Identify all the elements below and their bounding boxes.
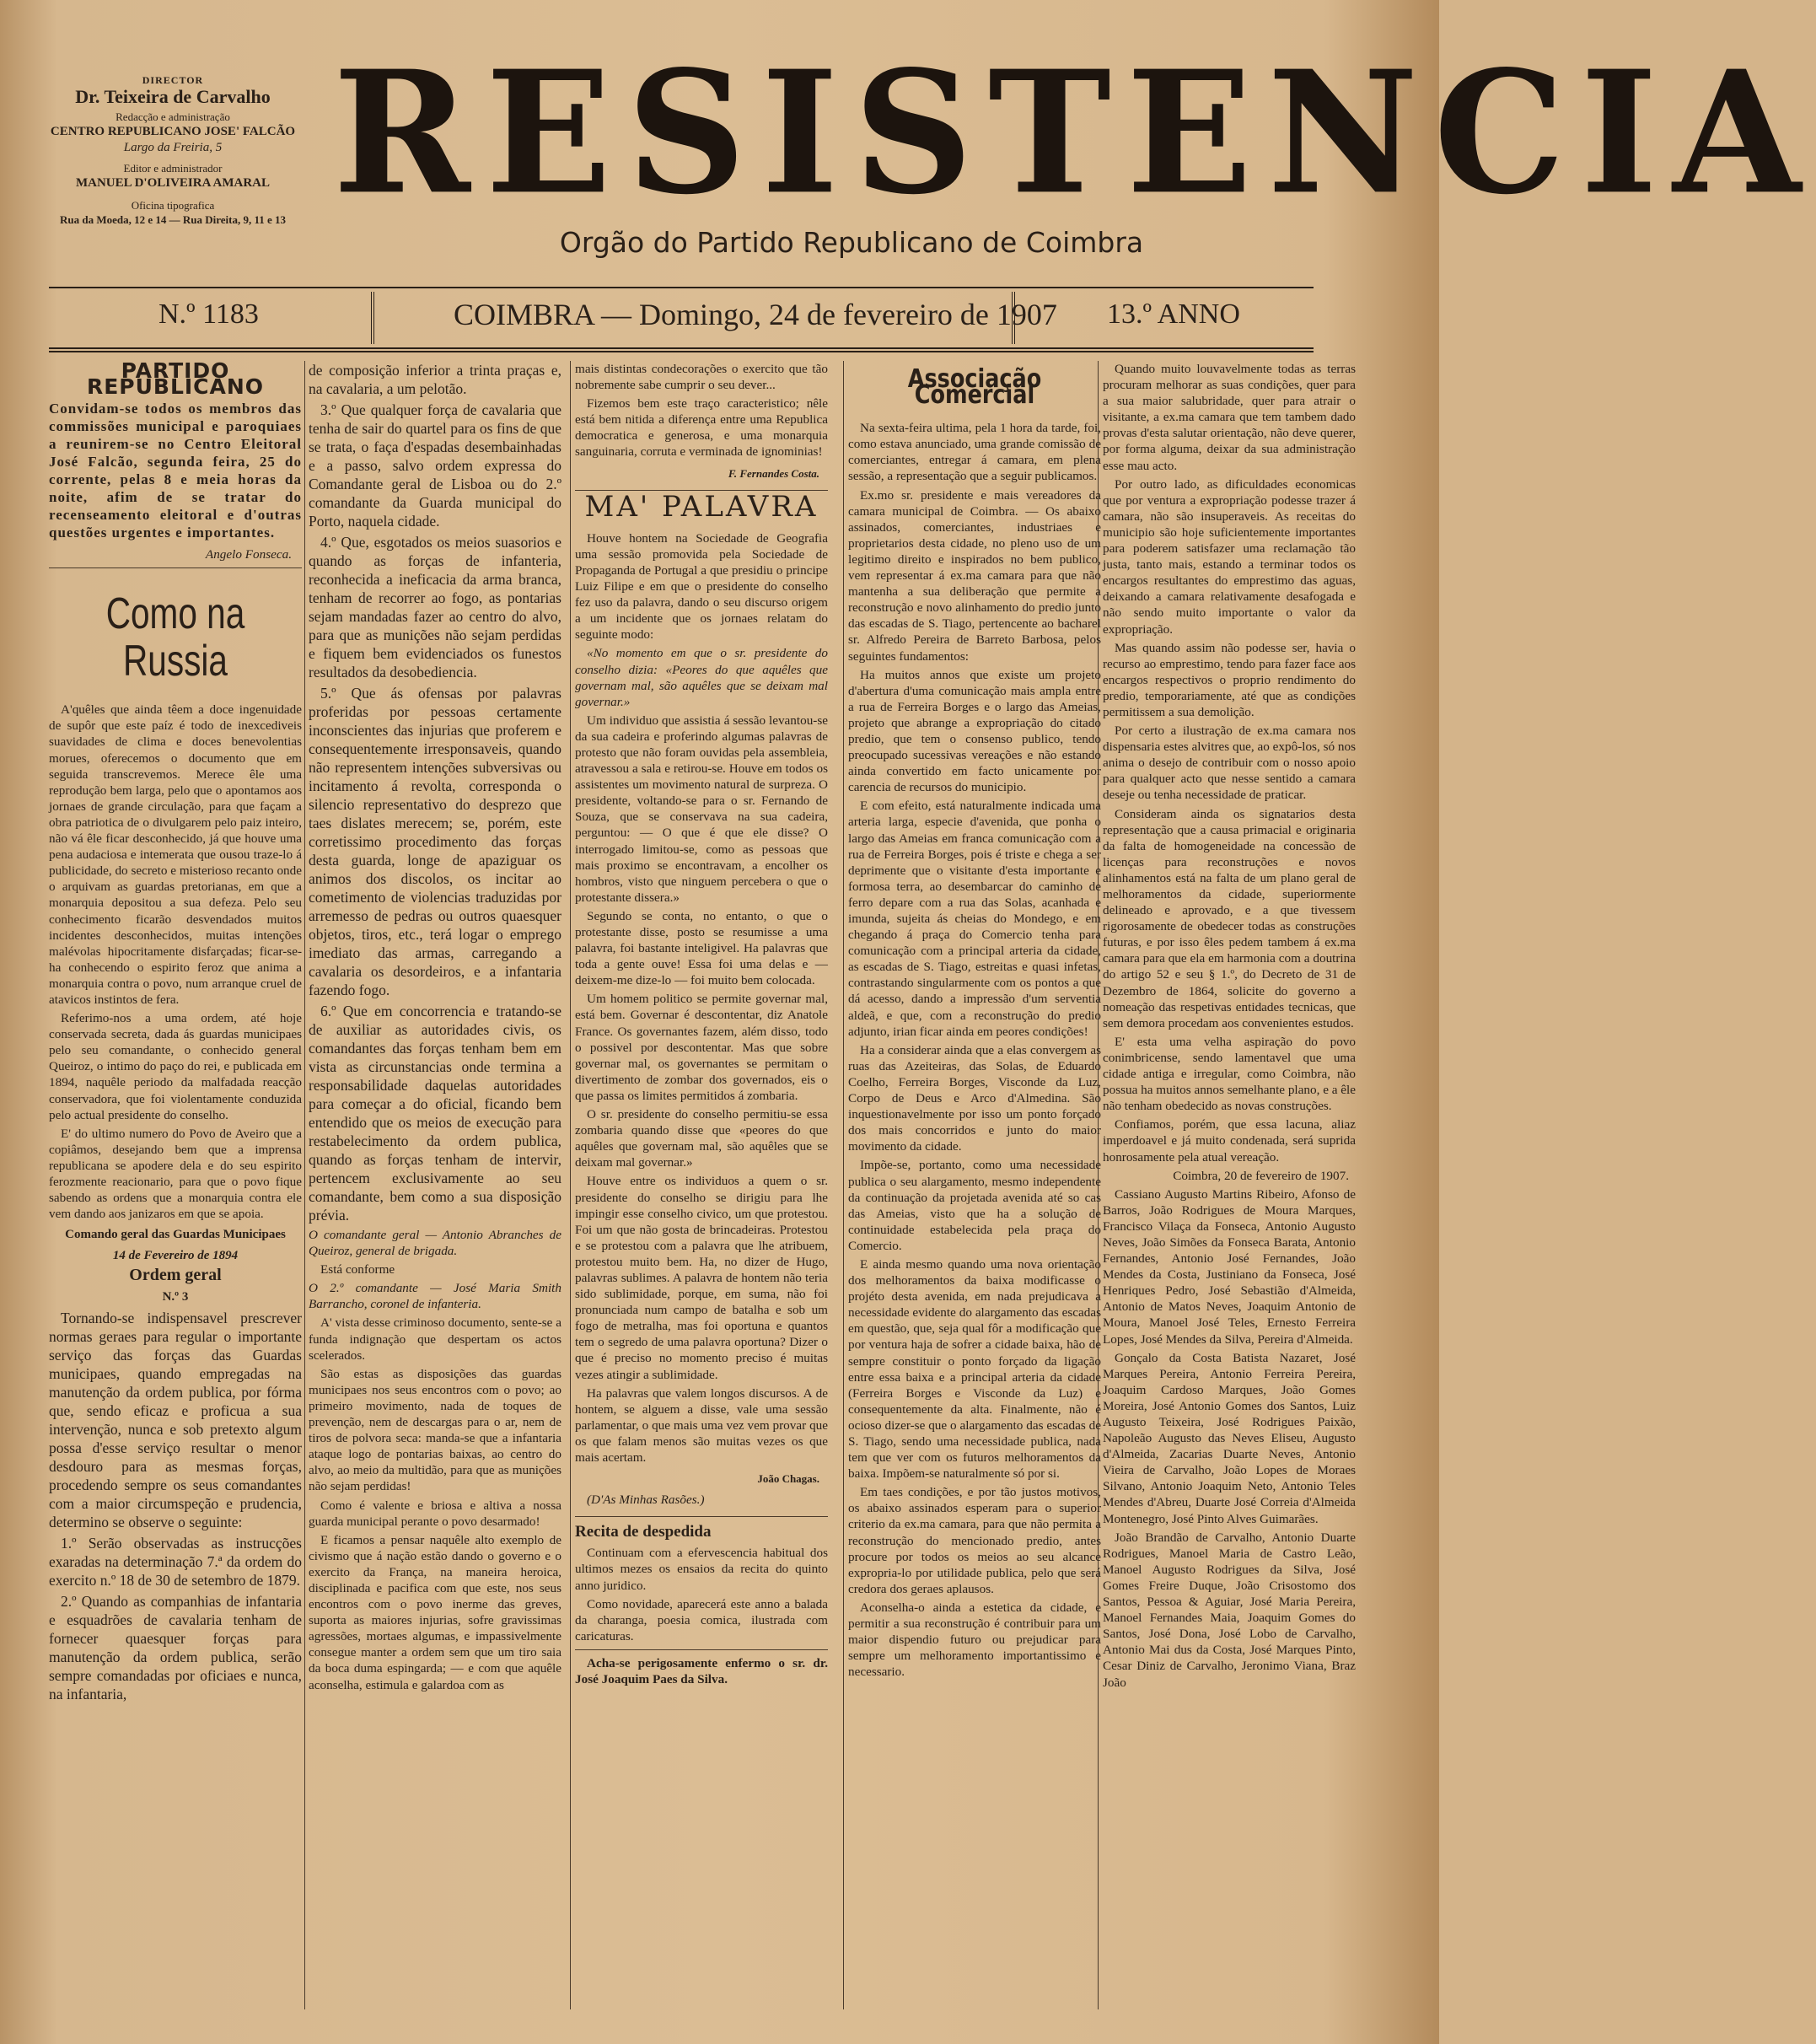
issue-bar bbox=[49, 287, 1314, 349]
signature-line: O comandante geral — Antonio Abranches de Queiroz, general de brigada. bbox=[309, 1228, 561, 1259]
signature-line: O 2.º comandante — José Maria Smith Barrancho, coronel de infanteria. bbox=[309, 1281, 561, 1312]
ordem-number: N.º 3 bbox=[162, 1289, 189, 1304]
bar-separator bbox=[1012, 292, 1015, 344]
article-paragraph: Como é valente e briosa e altiva a nossa guarda municipal perante o povo desarmado! bbox=[309, 1498, 561, 1529]
header-rule bbox=[49, 351, 1314, 352]
column-rule bbox=[570, 361, 571, 2009]
divider bbox=[575, 1649, 828, 1650]
article-paragraph: E' do ultimo numero do Povo de Aveiro que a copiâmos, desejando bem que a imprensa republicana se apodere dela e do seu espirito ferozmente reacionario, para que o povo fique sabendo as ordens que a monarquia contra ele vem dando aos janizaros em que se apoia. bbox=[49, 1126, 302, 1222]
article-paragraph: Por outro lado, as dificuldades economicas que por ventura a expropriação podesse trazer á camara, não são insuperaveis. As receitas do municipio são hoje suficientemente importantes para poderem satisfazer uma reclamação tão justa, tanto mais, estando a terminar todos os encargos resultantes do emprestimo das aguas, deixando a camara relativamente desafogada e não sendo muito importante o valor da expropriação. bbox=[1103, 476, 1356, 637]
article-paragraph: de composição inferior a trinta praças e, na cavalaria, a um pelotão. bbox=[309, 362, 561, 397]
article-paragraph: Confiamos, porém, que essa lacuna, aliaz imperdoavel e já muito condenada, será suprida honrosamente pela atual vereação. bbox=[1103, 1117, 1356, 1165]
article-paragraph: Na sexta-feira ultima, pela 1 hora da tarde, foi, como estava anunciado, uma grande comissão de comerciantes, entregar á camara, em plena sessão, a representação que a seguir publicamos. bbox=[848, 421, 1101, 484]
article-quote: «No momento em que o sr. presidente do conselho dizia: «Peores do que aquêles que governam mal, são aquêles que se deixam mal governar.» bbox=[575, 646, 828, 709]
article-credit: F. Fernandes Costa. bbox=[728, 466, 819, 480]
signatories-list: Gonçalo da Costa Batista Nazaret, José Marques Pereira, Antonio Ferreira Pereira, Joaquim Cardoso Marques, João Gomes Moreira, José Antonio Gomes dos Santos, Luiz Augusto Teixeira, José Rodrigues Paixão, Napoleão Augusto das Neves Eliseu, Augusto d'Almeida, Zacarias Duarte Neves, Antonio Vieira de Carvalho, João Lopes de Moraes Silvano, Antonio Joaquim Neto, Antonio Teles Mendes d'Abreu, Duarte José Correia d'Almeida Montenegro, José Pinto Alves Guimarães. bbox=[1103, 1350, 1356, 1526]
conforme-line: Está conforme bbox=[320, 1262, 395, 1278]
article-paragraph: Ha muitos annos que existe um projeto d'abertura d'uma comunicação mais ampla entre a rua de Ferreira Borges e o largo das Ameias, projeto que abrange a expropriação do citado predio, que tem o consenso publico, tendo preocupado sucessivas vereações e não estando ainda convertido em facto unicamente por carencia de recursos do municipio. bbox=[848, 667, 1101, 795]
issue-date: COIMBRA — Domingo, 24 de fevereiro de 1907 bbox=[454, 298, 1057, 331]
partido-notice: Convidam-se todos os membros das commissões municipal e paroquiaes a reunirem-se no Centro Eleitoral José Falcão, segunda feira, 25 do corrente, pelas 8 e meia horas da noite, afim de se tratar do recenseamento eleitoral e d'outras questões urgentes e importantes. bbox=[49, 401, 302, 541]
column-2 bbox=[309, 361, 561, 2014]
article-credit: João Chagas. bbox=[757, 1472, 819, 1486]
article-paragraph: 2.º Quando as companhias de infantaria e esquadrões de cavalaria tenham de fornecer quaesquer forças para manutenção da ordem publica, serão sempre comandadas por oficiaes e nunca, na infantaria, bbox=[49, 1592, 302, 1702]
article-paragraph: Em taes condições, e por tão justos motivos, os abaixo assinados esperam para o superior criterio da ex.ma camara, para que não permita a reconstrução do mencionado predio, antes procure por todos os meios ao seu alcance expropria-lo por utilidade publica, pelo que será credora dos geraes aplausos. bbox=[848, 1485, 1101, 1596]
article-paragraph: Um homem politico se permite governar mal, está bem. Governar é descontentar, diz Anatole France. Os governantes fazem, além disso, todo o possivel por descontentar. Mas que sobre governar mal, os governantes se permitam o divertimento de zombar dos governados, eis o que passa os limites permitidos á zombaria. bbox=[575, 992, 828, 1103]
article-paragraph: 6.º Que em concorrencia e tratando-se de auxiliar as autoridades civis, os comandantes das forças tenham bem em vista as circunstancias onde termina a responsabilidade daquelas autoridades para começar a do oficial, ficando bem entendido que os meios de execução para restabelecimento da ordem publica, quando as forças tenham de intervir, pertencem exclusivamente ao seu comandante, bem como a sua disposição prévia. bbox=[309, 1003, 561, 1224]
comando-headline: Comando geral das Guardas Municipaes bbox=[65, 1228, 286, 1242]
letter-date: Coimbra, 20 de fevereiro de 1907. bbox=[1173, 1168, 1349, 1183]
newspaper-subtitle: Orgão do Partido Republicano de Coimbra bbox=[559, 226, 1144, 259]
article-paragraph: Tornando-se indispensavel prescrever normas geraes para regular o importante serviço das forças das Guardas municipaes, quando empregadas na manutenção da ordem publica, por fórma que, sendo eficaz e proficua a sua intervenção, nunca e sob pretexto algum possa d'esse serviço resultar o menor desdouro para as mesmas forças, procedendo sempre os seus comandantes com a maior circumspeção e prudencia, determino se observe o seguinte: bbox=[49, 1309, 302, 1530]
article-paragraph: 1.º Serão observadas as instrucções exaradas na determinação 7.ª da ordem do exercito n.º 18 de 30 de setembro de 1879. bbox=[49, 1534, 302, 1589]
column-rule bbox=[304, 361, 305, 2009]
article-paragraph: Houve hontem na Sociedade de Geografia uma sessão promovida pela Sociedade de Propaganda de Portugal a que presidiu o principe Luiz Filipe e em que o presidente do conselho fez uso da palavra, dando o seu discurso origem a um incidente que os jornaes relatam do seguinte modo: bbox=[575, 530, 828, 643]
article-paragraph: Ha palavras que valem longos discursos. A de hontem, se alguem a disse, vale uma sessão parlamentar, o que mais uma vez vem provar que os que falam menos são muitas vezes os que mais acertam. bbox=[575, 1385, 828, 1465]
column-rule bbox=[843, 361, 844, 2009]
article-paragraph: Quando muito louvavelmente todas as terras procuram melhorar as suas condições, quer para a sua maior salubridade, quer para atrair o visitante, a ex.ma camara que tem tambem dado provas d'esta salutar orientação, não deve querer, por forma alguma, deixar da sua administração esse mau acto. bbox=[1103, 362, 1356, 473]
article-paragraph: O sr. presidente do conselho permitiu-se essa zombaria quando disse que «peores do que aquêles que governam mal, são aquêles que se deixam mal governar.» bbox=[575, 1107, 828, 1170]
article-paragraph: E ainda mesmo quando uma nova orientação dos melhoramentos da baixa modificasse o projéto desta avenida, em nada prejudicava a necessidade evidente do alargamento das escadas em questão, que, seja qual fôr a modificação que por ventura haja de sofrer a cidade baixa, hão de sempre constituir o ponto forçado da ligação entre essa baixa e a principal arteria da cidade (Ferreira Borges e Visconde da Luz) e consequentemente da alta. Finalmente, não é ocioso dizer-se que o alargamento das escadas de S. Tiago, sendo uma necessidade publica, nada tem que ver com os futuros melhoramentos da baixa. Impõem-se naturalmente só por si. bbox=[848, 1256, 1101, 1482]
recita-headline: Recita de despedida bbox=[575, 1516, 828, 1540]
partido-headline: PARTIDO REPUBLICANO bbox=[86, 358, 265, 400]
bar-separator bbox=[371, 292, 374, 344]
article-paragraph: Acha-se perigosamente enfermo o sr. dr. José Joaquim Paes da Silva. bbox=[575, 1655, 828, 1687]
centro-name: CENTRO REPUBLICANO JOSE' FALCÃO bbox=[50, 125, 296, 138]
director-name: Dr. Teixeira de Carvalho bbox=[75, 86, 271, 107]
article-paragraph: Como novidade, aparecerá este anno a balada da charanga, poesia comica, ilustrada com caricaturas. bbox=[575, 1596, 828, 1643]
oficina-address: Rua da Moeda, 12 e 14 — Rua Direita, 9, 11 e 13 bbox=[59, 213, 287, 226]
article-paragraph: E' esta uma velha aspiração do povo conimbricense, sendo lamentavel que uma cidade antiga e irregular, como Coimbra, não possua ha muitos annos semelhante plano, e a êle não tenham obedecido as novas construções. bbox=[1103, 1034, 1356, 1114]
article-paragraph: A'quêles que ainda têem a doce ingenuidade de supôr que este paíz é todo de inexcediveis suavidades de clima e doces benevolentias morues, oferecemos o documento que em seguida transcrevemos. Merece êle uma reprodução bem larga, pelo que o apontamos aos jornaes de grande circulação, para que façam a obra patriotica de o divulgarem pelo paiz inteiro, não vá êle ficar desconhecido, já que houve uma pena audaciosa e intemerata que ousou traze-lo á publicidade, do secreto e misterioso recanto onde o arquivam as guardas pretorianas, em que a monarquia depositou a sua defeza. Pelo seu conhecimento ficarão desvendados muitos incidentes desconhecidos, muitas intenções malévolas hipocritamente disfarçadas; ficar-se-ha conhecendo o espirito feroz que anima a monarquia contra o povo, num arranque cruel de atavicos instintos de fera. bbox=[49, 702, 302, 1007]
masthead-info bbox=[34, 73, 312, 227]
article-paragraph: Mas quando assim não podesse ser, havia o recurso ao emprestimo, tendo para fazer face aos encargos respectivos o proprio rendimento do predio, temporariamente, até que as condições permitissem a sua demolição. bbox=[1103, 640, 1356, 719]
russia-headline: Como na Russia bbox=[105, 589, 245, 686]
article-paragraph: Impõe-se, portanto, como uma necessidade publica o seu alargamento, mesmo independente da continuação da projetada avenida até so cas das Ameias, visto que ha a solução de continuidade estabelecida pela praça do Comercio. bbox=[848, 1158, 1101, 1253]
article-paragraph: São estas as disposições das guardas municipaes nos seus encontros com o povo; ao primeiro movimento, nada de toques de prevenção, nem de descargas para o ar, nem de tiros de polvora seca: manda-se que a infantaria ataque logo de pontarias baixas, ao centro do alvo, ao meio da multidão, para que as munições não sejam perdidas! bbox=[309, 1366, 561, 1494]
comando-date: 14 de Fevereiro de 1894 bbox=[112, 1249, 239, 1263]
redaccao-label: Redacção e administração bbox=[116, 110, 230, 123]
column-1 bbox=[49, 358, 302, 2014]
article-paragraph: mais distintas condecorações o exercito que tão nobremente sabe cumprir o seu dever... bbox=[575, 362, 828, 393]
signatories-list: Cassiano Augusto Martins Ribeiro, Afonso de Barros, João Rodrigues de Moura Marques, Francisco Vilaça da Fonseca, Antonio Augusto Neves, João Simões da Fonseca Barata, Antonio Fernandes, Antonio José Fernandes, João Mendes da Costa, Justiniano da Fonseca, José Henriques Pedro, José Sebastião d'Almeida, Antonio de Matos Neves, Joaquim Antonio de Moura, Manoel José Teles, Ernesto Ferreira Lopes, José Mendes da Silva, Pereira d'Almeida. bbox=[1103, 1186, 1356, 1347]
ordem-headline: Ordem geral bbox=[129, 1266, 222, 1285]
signatories-list: João Brandão de Carvalho, Antonio Duarte Rodrigues, Manoel Maria de Castro Leão, Manoel Augusto Rodrigues da Silva, José Gomes Freire Duque, João Crisostomo dos Santos, Pessoa & Aguiar, José Maria Pereira, Manoel Fernandes Maia, Joaquim Gomes do Santos, José Dona, José Lobo de Carvalho, Antonio Mai dus da Costa, José Marques Pinto, Cesar Diniz de Carvalho, Jeronimo Viana, Braz João bbox=[1103, 1530, 1356, 1690]
issue-number: N.º 1183 bbox=[158, 299, 259, 330]
column-5 bbox=[1103, 361, 1356, 2014]
article-paragraph: 3.º Que qualquer força de cavalaria que tenha de sair do quartel para os fins de que se trata, o faça d'espadas desembainhadas e a passo, salvo ordem expressa do Comandante geral de Lisboa ou do 2.º comandante da Guarda municipal do Porto, naquela cidade. bbox=[309, 401, 561, 530]
article-paragraph: E com efeito, está naturalmente indicada uma arteria larga, especie d'avenida, que ponha o largo das Ameias em franca comunicação com a rua de Ferreira Borges, pois é triste e chega a ser deprimente que o visitante d'esta importante e formosa terra, ao desembarcar do caminho de ferro depare com a rua das Solas, acanhada e imunda, sujeita ás cheias do Mondego, e em chegando á praça do Comercio tenha para comunicação com a principal arteria da cidade, as escadas de S. Tiago, estreitas e quasi infetas, contrastando singularmente com os pontos a que dá acesso, dando a impressão d'um serventia aldeã, e que, com a reconstrução do predio adjunto, irian ficar ainda em peores condições! bbox=[848, 799, 1101, 1039]
article-paragraph: Consideram ainda os signatarios desta representação que a causa primacial e originaria da falta de homogeneidade na concessão de licenças para reconstruções e novos alinhamentos está na falta de um plano geral de melhoramentos da cidade, superiormente delineado e aprovado, e a que tivessem rigorosamente de obedecer todas as construções futuras, e por isso êles pedem tambem á ex.ma camara para que ela em harmonia com a doutrina do artigo 52 e seu § 1.º, do Decreto de 31 de Dezembro de 1864, solicite do governo a nomeação das respetivas entidades tecnicas, que sem demora procedam aos convenientes estudos. bbox=[1103, 806, 1356, 1030]
article-paragraph: E ficamos a pensar naquêle alto exemplo de civismo que á nação estão dando o governo e o exercito da França, na maneira heroica, disciplinada e pacifica com que este, nos seus encontros com o povo inerme das greves, suporta as maiores injurias, sofre gravissimas agressões, mortaes algumas, e impassivelmente consegue manter a ordem sem que um tiro saia da boca duma espingarda; — e com que aquêle aconselha, estimula e galardoa com as bbox=[309, 1532, 561, 1692]
article-paragraph: Ex.mo sr. presidente e mais vereadores da camara municipal de Coimbra. — Os abaixo assinados, comerciantes, industriaes e proprietarios desta cidade, no pleno uso de um legitimo direito e inspirados no bem publico, vem representar á ex.ma camara para que não mantenha a sua deliberação que permite a reconstrução e novo alinhamento do predio junto das escadas de S. Tiago, pertencente ao bacharel sr. Alfredo Pereira de Barreto Barbosa, pelos seguintes fundamentos: bbox=[848, 487, 1101, 664]
article-paragraph: Continuam com a efervescencia habitual dos ultimos mezes os ensaios da recita do quinto anno juridico. bbox=[575, 1546, 828, 1593]
article-paragraph: 5.º Que ás ofensas por palavras proferidas por pessoas certamente inconscientes das injurias que proferem e consequentemente irresponsaveis, quando não representem intenções subversivas ou incitamento á revolta, corresponda o silencio representativo do desprezo que taes dislates merecem; se, porém, este corretissimo procedimento das forças desta guarda, longe de apaziguar os animos dos discolos, os incitar ao cometimento de violencias traduzidas por arremesso de pedras ou outros quaesquer objetos, tiros, etc., terá logar o emprego imediato das armas, carregando a cavalaria os desordeiros, e a infantaria fazendo fogo. bbox=[309, 685, 561, 998]
article-source: (D'As Minhas Rasões.) bbox=[587, 1493, 705, 1508]
divider bbox=[49, 567, 302, 568]
article-paragraph: Referimo-nos a uma ordem, até hoje conservada secreta, dada ás guardas municipaes pelo seu comandante, o conhecido general Queiroz, o intimo do paço do rei, e publicada em 1894, naquêle periodo da malfadada reacção conservadora, que foi violentamente conduzida pelo actual presidente do conselho. bbox=[49, 1011, 302, 1122]
newspaper-title: RESISTENCIA bbox=[333, 34, 1816, 233]
article-paragraph: Houve entre os individuos a quem o sr. presidente do conselho se dirigiu para lhe impingir esse conselho civico, um que protestou. Foi um que não gosta de brincadeiras. Protestou e se protestou com a palavra que lhe atribuem, protestou muito bem. Ha, no dizer de Hugo, palavras sublimes. A palavra de hontem não teria sido sublimidade, porque, em suma, não foi pronunciada num campo de batalha e sob um fogo de metralha, mas foi oportuna e quantos tem o segredo de uma palavra oportuna? Dizer o que é preciso no momento preciso é muitas vezes atingir a sublimidade. bbox=[575, 1174, 828, 1382]
article-paragraph: Aconselha-o ainda a estetica da cidade, e permitir a sua reconstrução é contribuir para um maior dispendio futuro ou prejudicar para sempre um melhoramento importantissimo e necessario. bbox=[848, 1600, 1101, 1680]
largo-address: Largo da Freiria, 5 bbox=[123, 141, 223, 154]
article-paragraph: Fizemos bem este traço caracteristico; nêle está bem nitida a diferença entre uma Republica democratica e generosa, e uma monarquia sanguinaria, corruta e verminada de ignominias! bbox=[575, 396, 828, 460]
article-paragraph: 4.º Que, esgotados os meios suasorios e quando as forças de infanteria, reconhecida a ineficacia da arma branca, tenham de recorrer ao fogo, as pontarias sejam mandadas fazer ao centro do alvo, para que as munições não sejam perdidas e fiquem bem evidenciados os funestos resultados da desobediencia. bbox=[309, 534, 561, 680]
column-3 bbox=[575, 361, 828, 2014]
notice-signature: Angelo Fonseca. bbox=[205, 547, 292, 562]
column-4 bbox=[848, 361, 1101, 2014]
editor-name: MANUEL D'OLIVEIRA AMARAL bbox=[75, 176, 271, 190]
ma-palavra-headline: MA' PALAVRA bbox=[575, 490, 828, 515]
article-paragraph: Um individuo que assistia á sessão levantou-se da sua cadeira e proferindo algumas palavras de protesto que não foram ouvidas pela assembleia, atravessou a sala e retirou-se. Houve em todos os assistentes um movimento natural de surpreza. O presidente, voltando-se para o sr. Fernando de Souza, que se conservava na sua cadeira, perguntou: — O que é que ele disse? O interrogado limitou-se, como as pessoas que mais proximo se encontravam, a encolher os hombros, visto que ninguem percebera o que o protestante dissera.» bbox=[575, 713, 828, 905]
article-paragraph: Segundo se conta, no entanto, o que o protestante disse, posto se resumisse a uma palavra, foi bastante inteligivel. Ha palavras que toda a gente ouve! Essa foi uma delas e — deixem-me dize-lo — foi muito bem colocada. bbox=[575, 908, 828, 988]
oficina-label: Oficina tipografica bbox=[131, 199, 215, 212]
article-paragraph: Ha a considerar ainda que a elas convergem as ruas das Azeiteiras, das Solas, de Eduardo Coelho, Ferreira Borges, Visconde da Luz, Corpo de Deus e Arco d'Almedina. São inquestionavelmente por isso um ponto forçado dos mais concorridos e junto do maior movimento da cidade. bbox=[848, 1042, 1101, 1154]
associacao-headline: Associação Comercial bbox=[907, 364, 1042, 411]
editor-label: Editor e administrador bbox=[123, 162, 223, 175]
director-label: DIRECTOR bbox=[142, 74, 204, 86]
issue-year: 13.º ANNO bbox=[1107, 299, 1240, 330]
article-paragraph: Por certo a ilustração de ex.ma camara nos dispensaria estes alvitres que, ao expô-los, só nos anima o desejo de contribuir com o nosso apoio para qualquer acto que nesse sentido a camara deseje ou tenha necessidade de praticar. bbox=[1103, 723, 1356, 803]
article-paragraph: A' vista desse criminoso documento, sente-se a funda indignação que despertam os actos scelerados. bbox=[309, 1315, 561, 1363]
